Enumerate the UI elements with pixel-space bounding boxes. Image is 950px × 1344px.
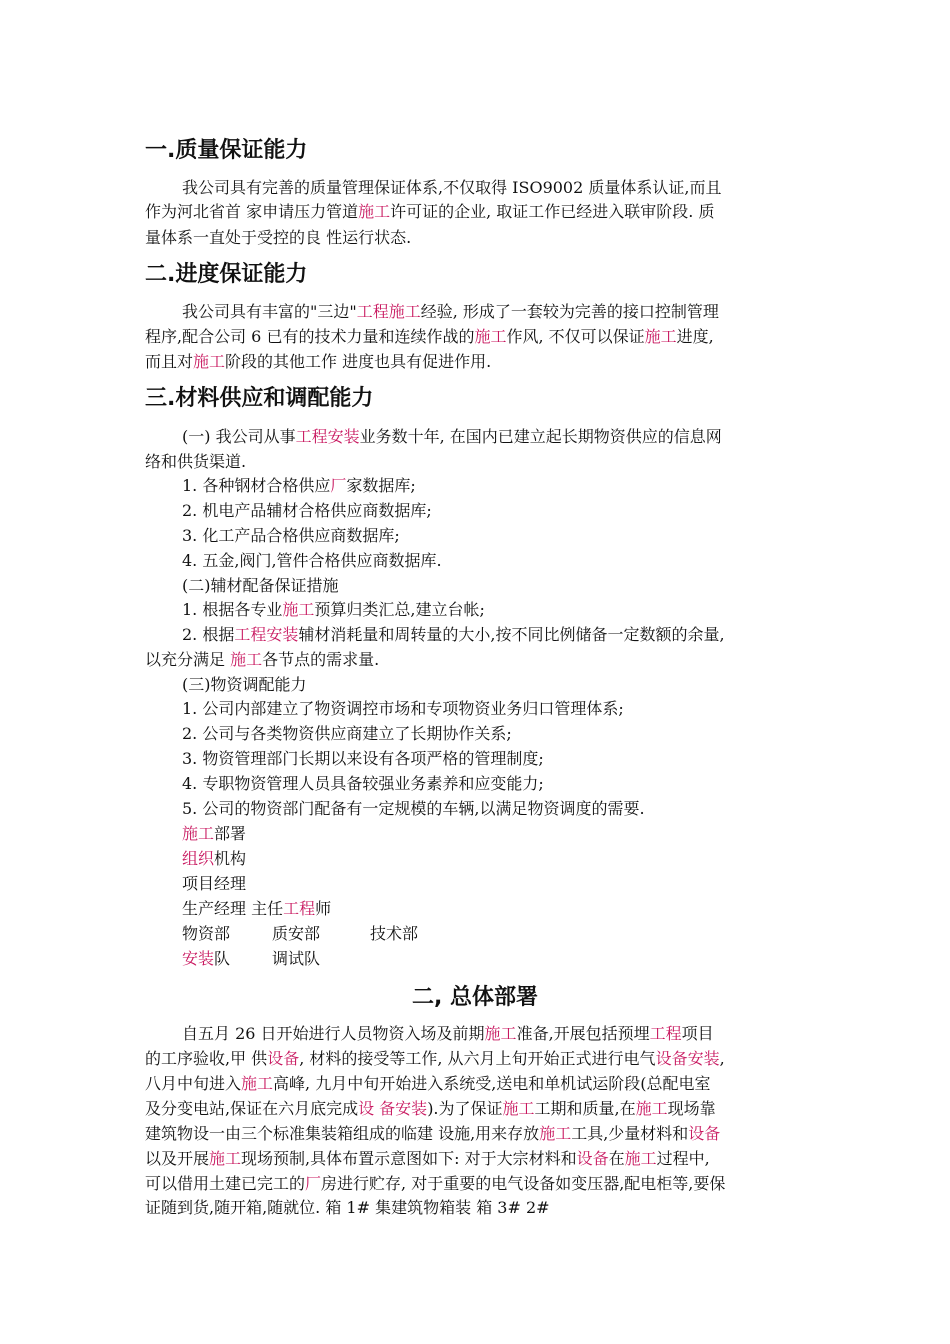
paragraph-line: 作为河北省首 家申请压力管道施工许可证的企业, 取证工作已经进入联审阶段. 质 [145,202,715,221]
paragraph-line: 量体系一直处于受控的良 性运行状态. [145,228,412,247]
section-title-materials: 三.材料供应和调配能力 [145,386,374,411]
highlight-keyword: 安装 [182,949,215,968]
highlight-keyword: 施工 [474,327,507,346]
highlight-keyword: 施工 [644,327,677,346]
paragraph-line: 可以借用土建已完工的厂房进行贮存, 对于重要的电气设备如变压器,配电柜等,要保 [145,1174,726,1193]
paragraph-line: 建筑物设一由三个标准集装箱组成的临建 设施,用来存放施工工具,少量材料和设备 [145,1124,721,1143]
list-item: 3. 物资管理部门长期以来设有各项严格的管理制度; [182,749,544,768]
subheading: (二)辅材配备保证措施 [182,576,339,595]
highlight-keyword: 工程 [283,899,316,918]
paragraph-line: 我公司具有丰富的"三边"工程施工经验, 形成了一套较为完善的接口控制管理 [182,302,719,321]
highlight-keyword: 工程施工 [356,302,421,321]
org-line: 组织机构 [182,849,247,868]
highlight-keyword: 厂 [330,476,347,495]
highlight-keyword: 设备 [267,1049,300,1068]
highlight-keyword: 施工 [358,202,391,221]
list-item: 3. 化工产品合格供应商数据库; [182,526,400,545]
paragraph-line: 程序,配合公司 6 已有的技术力量和连续作战的施工作风, 不仅可以保证施工进度, [145,327,714,346]
highlight-keyword: 施工 [282,600,315,619]
paragraph-line: 证随到货,随开箱,随就位. 箱 1# 集建筑物箱装 箱 3# 2# [145,1198,550,1217]
paragraph-line: 络和供货渠道. [145,452,247,471]
subheading: (三)物资调配能力 [182,675,307,694]
highlight-keyword: 设 备安装 [358,1099,428,1118]
list-item: 1. 各种钢材合格供应厂家数据库; [182,476,416,495]
highlight-keyword: 施工 [539,1124,572,1143]
paragraph-line: 以充分满足 施工各节点的需求量. [145,650,380,669]
highlight-keyword: 工程安装 [234,625,299,644]
highlight-keyword: 厂 [305,1174,322,1193]
org-line: 安装队 调试队 [182,949,321,968]
paragraph-line: 而且对施工阶段的其他工作 进度也具有促进作用. [145,352,492,371]
org-line: 施工部署 [182,824,247,843]
org-line: 物资部 质安部 技术部 [182,924,419,943]
section-title-schedule: 二.进度保证能力 [145,262,308,287]
paragraph-line: 以及开展施工现场预制,具体布置示意图如下: 对于大宗材料和设备在施工过程中, [145,1149,710,1168]
org-line: 项目经理 [182,874,247,893]
paragraph-line: 自五月 26 日开始进行人员物资入场及前期施工准备,开展包括预埋工程项目 [182,1024,714,1043]
highlight-keyword: 施工 [624,1149,657,1168]
highlight-keyword: 施工 [230,650,263,669]
list-item: 2. 公司与各类物资供应商建立了长期协作关系; [182,724,512,743]
org-line: 生产经理 主任工程师 [182,899,332,918]
section-title-deployment: 二, 总体部署 [411,985,539,1010]
highlight-keyword: 施工 [209,1149,242,1168]
highlight-keyword: 施工 [193,352,226,371]
highlight-keyword: 施工 [484,1024,517,1043]
list-item: 4. 专职物资管理人员具备较强业务素养和应变能力; [182,774,544,793]
list-item: 1. 根据各专业施工预算归类汇总,建立台帐; [182,600,485,619]
highlight-keyword: 设备 [688,1124,721,1143]
highlight-keyword: 工程安装 [295,427,360,446]
list-item: 1. 公司内部建立了物资调控市场和专项物资业务归口管理体系; [182,699,624,718]
list-item: 2. 机电产品辅材合格供应商数据库; [182,501,432,520]
highlight-keyword: 设备 [576,1149,609,1168]
paragraph-line: 及分变电站,保证在六月底完成设 备安装).为了保证施工工期和质量,在施工现场靠 [145,1099,716,1118]
list-item: 2. 根据工程安装辅材消耗量和周转量的大小,按不同比例储备一定数额的余量, [182,625,725,644]
highlight-keyword: 施工 [635,1099,668,1118]
section-title-quality: 一.质量保证能力 [145,138,308,163]
highlight-keyword: 组织 [182,849,215,868]
list-item: 4. 五金,阀门,管件合格供应商数据库. [182,551,442,570]
highlight-keyword: 施工 [241,1074,274,1093]
paragraph-line: (一) 我公司从事工程安装业务数十年, 在国内已建立起长期物资供应的信息网 [182,427,722,446]
highlight-keyword: 工程 [649,1024,682,1043]
paragraph-line: 我公司具有完善的质量管理保证体系,不仅取得 ISO9002 质量体系认证,而且 [182,178,722,197]
list-item: 5. 公司的物资部门配备有一定规模的车辆,以满足物资调度的需要. [182,799,645,818]
highlight-keyword: 设备安装 [655,1049,720,1068]
paragraph-line: 八月中旬进入施工高峰, 九月中旬开始进入系统受,送电和单机试运阶段(总配电室 [145,1074,711,1093]
highlight-keyword: 施工 [182,824,215,843]
paragraph-line: 的工序验收,甲 供设备, 材料的接受等工作, 从六月上旬开始正式进行电气设备安装, [145,1049,725,1068]
highlight-keyword: 施工 [502,1099,535,1118]
